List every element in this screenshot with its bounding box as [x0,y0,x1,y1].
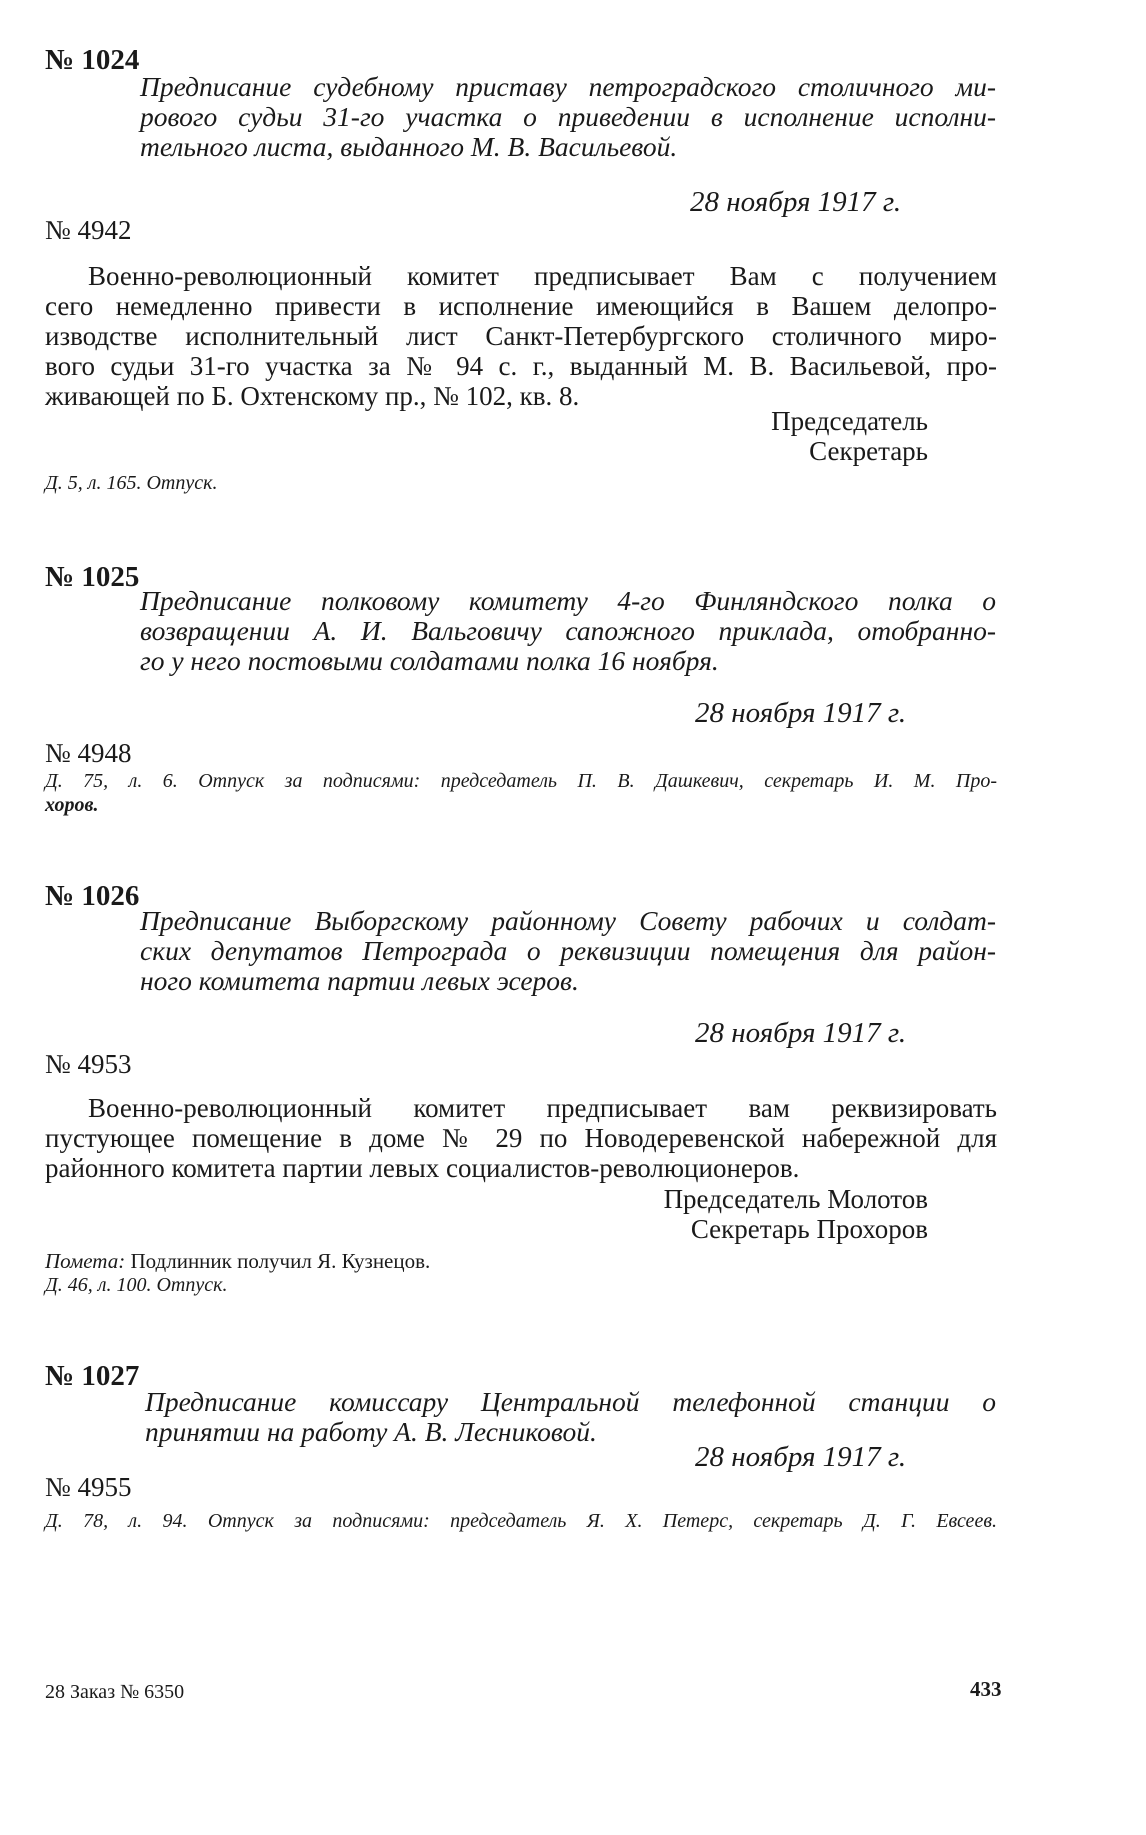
document-body [45,261,997,411]
signature-block [560,1184,928,1244]
body-line: Военно-революционный комитет предписывает Вам с получением [88,261,997,291]
signature-secretary: Секретарь Прохоров [690,1214,928,1244]
title-line: Предписание полковому комитету 4-го Финляндского полка о [140,585,996,616]
registration-number: № 4955 [45,1472,132,1502]
remark-label: Помета: [45,1249,126,1273]
body-line: Военно-революционный комитет предписывает вам реквизировать [88,1093,997,1123]
document-number: № 1026 [45,880,140,912]
archive-note-line: Д. 46, л. 100. Отпуск. [45,1274,228,1296]
signature-block [600,406,928,466]
body-line: изводстве исполнительный лист Санкт-Петербургского столичного миро- [45,321,997,351]
title-line: Предписание комиссару Центральной телефонной станции о [145,1386,996,1417]
title-line: возвращении А. И. Вальговичу сапожного приклада, отобранно- [140,615,996,646]
archive-note-line: Д. 78, л. 94. Отпуск за подписями: председатель Я. Х. Петерс, секретарь Д. Г. Евсеев. [45,1510,997,1532]
archive-note [45,1273,227,1297]
title-line: принятии на работу А. В. Лесниковой. [145,1416,597,1447]
archive-note-line: Д. 5, л. 165. Отпуск. [45,472,218,494]
body-line: сего немедленно привести в исполнение имеющийся в Вашем делопро- [45,291,997,321]
document-title [140,72,996,162]
signature-chairman: Председатель Молотов [663,1184,928,1214]
document-number: № 1025 [45,561,140,593]
title-line: ного комитета партии левых эсеров. [140,965,579,996]
body-line: районного комитета партии левых социалистов-революционеров. [45,1153,800,1183]
document-date: 28 ноября 1917 г. [690,186,902,218]
document-date: 28 ноября 1917 г. [695,1017,907,1049]
registration-number: № 4948 [45,738,132,768]
document-title [140,586,996,676]
signature-chairman: Председатель [771,406,928,436]
body-line: пустующее помещение в доме № 29 по Новодеревенской набережной для [45,1123,997,1153]
print-info: 28 Заказ № 6350 [45,1681,185,1703]
document-title [140,906,996,996]
signature-secretary: Секретарь [809,436,928,466]
archive-note-line: Д. 75, л. 6. Отпуск за подписями: председатель П. В. Дашкевич, секретарь И. М. Про- [45,770,997,792]
body-line: живающей по Б. Охтенскому пр., № 102, кв. 8. [45,381,580,411]
registration-number: № 4953 [45,1049,132,1079]
archive-note-line: хоров. [45,794,99,816]
title-line: Предписание судебному приставу петроградского столичного ми- [140,71,996,102]
document-body [45,1093,997,1183]
title-line: ских депутатов Петрограда о реквизиции помещения для район- [140,935,996,966]
title-line: рового судьи 31-го участка о приведении в исполнение исполни- [140,101,996,132]
document-title [145,1387,996,1447]
registration-number: № 4942 [45,215,132,245]
document-date: 28 ноября 1917 г. [695,697,907,729]
remark-text: Подлинник получил Я. Кузнецов. [130,1249,431,1273]
title-line: тельного листа, выданного М. В. Васильевой. [140,131,678,162]
body-line: вого судьи 31-го участка за № 94 с. г., выданный М. В. Васильевой, про- [45,351,997,381]
remark [45,1248,430,1274]
title-line: Предписание Выборгскому районному Совету рабочих и солдат- [140,905,996,936]
archive-note [45,471,217,495]
page-number: 433 [970,1677,1002,1701]
archive-note [45,1509,997,1533]
document-number: № 1027 [45,1360,140,1392]
document-date: 28 ноября 1917 г. [695,1441,907,1473]
document-number: № 1024 [45,44,140,76]
title-line: го у него постовыми солдатами полка 16 ноября. [140,645,719,676]
archive-note [45,769,997,817]
